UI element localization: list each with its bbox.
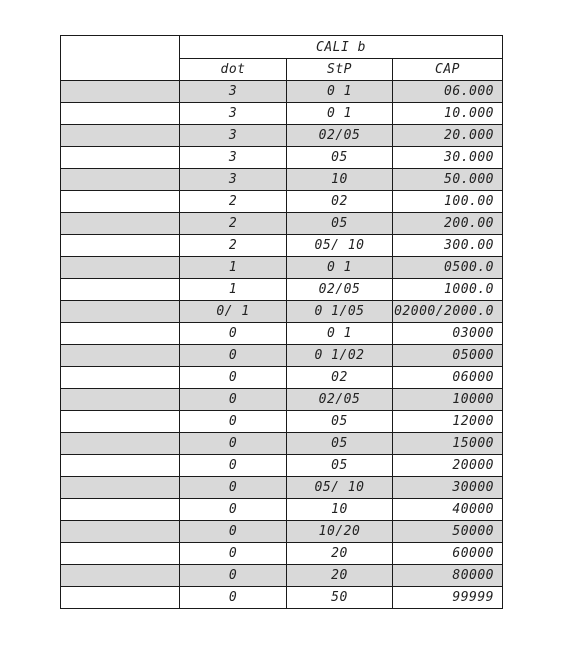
dot-cell: 0 bbox=[180, 389, 287, 411]
table-row bbox=[61, 499, 503, 521]
dot-cell: 0 bbox=[180, 323, 287, 345]
stp-cell: 0 1/02 bbox=[287, 345, 393, 367]
stp-cell: 0 1 bbox=[287, 257, 393, 279]
cap-cell: 02000/2000.0 bbox=[393, 301, 503, 323]
calibration-table bbox=[60, 35, 503, 609]
table-row bbox=[61, 455, 503, 477]
cap-cell: 05000 bbox=[393, 345, 503, 367]
dot-cell: 0 bbox=[180, 477, 287, 499]
dot-cell: 3 bbox=[180, 147, 287, 169]
row-label-cell bbox=[61, 147, 180, 169]
row-label-cell bbox=[61, 411, 180, 433]
stp-cell: 05 bbox=[287, 411, 393, 433]
cap-cell: 20000 bbox=[393, 455, 503, 477]
row-label-cell bbox=[61, 191, 180, 213]
stp-cell: 20 bbox=[287, 565, 393, 587]
row-label-cell bbox=[61, 235, 180, 257]
column-header-dot: dot bbox=[180, 59, 287, 81]
dot-cell: 0 bbox=[180, 543, 287, 565]
stp-cell: 02/05 bbox=[287, 389, 393, 411]
table-row bbox=[61, 103, 503, 125]
cap-cell: 03000 bbox=[393, 323, 503, 345]
header-row-group bbox=[61, 36, 503, 59]
table-row bbox=[61, 367, 503, 389]
cap-cell: 100.00 bbox=[393, 191, 503, 213]
row-label-cell bbox=[61, 565, 180, 587]
dot-cell: 0 bbox=[180, 565, 287, 587]
table-row bbox=[61, 565, 503, 587]
table-row bbox=[61, 477, 503, 499]
column-header-cap: CAP bbox=[393, 59, 503, 81]
stp-cell: 05 bbox=[287, 213, 393, 235]
table-row bbox=[61, 191, 503, 213]
table-row bbox=[61, 345, 503, 367]
dot-cell: 2 bbox=[180, 235, 287, 257]
dot-cell: 3 bbox=[180, 81, 287, 103]
table-row bbox=[61, 543, 503, 565]
row-label-cell bbox=[61, 169, 180, 191]
row-label-cell bbox=[61, 103, 180, 125]
stp-cell: 02 bbox=[287, 367, 393, 389]
dot-cell: 3 bbox=[180, 125, 287, 147]
stp-cell: 20 bbox=[287, 543, 393, 565]
row-label-cell bbox=[61, 477, 180, 499]
stp-cell: 02 bbox=[287, 191, 393, 213]
row-label-cell bbox=[61, 125, 180, 147]
dot-cell: 0 bbox=[180, 521, 287, 543]
stp-cell: 02/05 bbox=[287, 125, 393, 147]
stp-cell: 05 bbox=[287, 147, 393, 169]
table-row bbox=[61, 257, 503, 279]
cap-cell: 30.000 bbox=[393, 147, 503, 169]
table-row bbox=[61, 125, 503, 147]
cap-cell: 40000 bbox=[393, 499, 503, 521]
header-corner-cell bbox=[61, 36, 180, 81]
table-row bbox=[61, 521, 503, 543]
row-label-cell bbox=[61, 587, 180, 609]
row-label-cell bbox=[61, 389, 180, 411]
cap-cell: 30000 bbox=[393, 477, 503, 499]
row-label-cell bbox=[61, 213, 180, 235]
calibration-table-body bbox=[61, 36, 503, 609]
stp-cell: 0 1 bbox=[287, 323, 393, 345]
stp-cell: 05 bbox=[287, 433, 393, 455]
cap-cell: 06000 bbox=[393, 367, 503, 389]
dot-cell: 0 bbox=[180, 433, 287, 455]
table-row bbox=[61, 279, 503, 301]
table-row bbox=[61, 323, 503, 345]
row-label-cell bbox=[61, 323, 180, 345]
stp-cell: 50 bbox=[287, 587, 393, 609]
row-label-cell bbox=[61, 81, 180, 103]
table-row bbox=[61, 587, 503, 609]
table-row bbox=[61, 389, 503, 411]
table-row bbox=[61, 235, 503, 257]
dot-cell: 0 bbox=[180, 499, 287, 521]
cap-cell: 0500.0 bbox=[393, 257, 503, 279]
row-label-cell bbox=[61, 499, 180, 521]
stp-cell: 0 1/05 bbox=[287, 301, 393, 323]
table-row bbox=[61, 147, 503, 169]
row-label-cell bbox=[61, 279, 180, 301]
dot-cell: 0 bbox=[180, 367, 287, 389]
dot-cell: 0 bbox=[180, 411, 287, 433]
dot-cell: 0 bbox=[180, 345, 287, 367]
cap-cell: 50.000 bbox=[393, 169, 503, 191]
stp-cell: 0 1 bbox=[287, 81, 393, 103]
stp-cell: 05/ 10 bbox=[287, 477, 393, 499]
dot-cell: 3 bbox=[180, 103, 287, 125]
stp-cell: 05 bbox=[287, 455, 393, 477]
group-header-cell: CALI b bbox=[180, 36, 503, 59]
row-label-cell bbox=[61, 543, 180, 565]
dot-cell: 0 bbox=[180, 587, 287, 609]
row-label-cell bbox=[61, 433, 180, 455]
cap-cell: 80000 bbox=[393, 565, 503, 587]
cap-cell: 50000 bbox=[393, 521, 503, 543]
dot-cell: 0 bbox=[180, 455, 287, 477]
cap-cell: 10.000 bbox=[393, 103, 503, 125]
table-row bbox=[61, 301, 503, 323]
stp-cell: 10/20 bbox=[287, 521, 393, 543]
cap-cell: 10000 bbox=[393, 389, 503, 411]
dot-cell: 2 bbox=[180, 191, 287, 213]
column-header-stp: StP bbox=[287, 59, 393, 81]
table-row bbox=[61, 213, 503, 235]
row-label-cell bbox=[61, 521, 180, 543]
table-row bbox=[61, 169, 503, 191]
row-label-cell bbox=[61, 301, 180, 323]
stp-cell: 10 bbox=[287, 169, 393, 191]
dot-cell: 0/ 1 bbox=[180, 301, 287, 323]
dot-cell: 1 bbox=[180, 279, 287, 301]
dot-cell: 3 bbox=[180, 169, 287, 191]
cap-cell: 12000 bbox=[393, 411, 503, 433]
row-label-cell bbox=[61, 367, 180, 389]
table-row bbox=[61, 81, 503, 103]
cap-cell: 60000 bbox=[393, 543, 503, 565]
row-label-cell bbox=[61, 257, 180, 279]
stp-cell: 10 bbox=[287, 499, 393, 521]
stp-cell: 02/05 bbox=[287, 279, 393, 301]
stp-cell: 05/ 10 bbox=[287, 235, 393, 257]
cap-cell: 20.000 bbox=[393, 125, 503, 147]
row-label-cell bbox=[61, 345, 180, 367]
table-row bbox=[61, 433, 503, 455]
cap-cell: 99999 bbox=[393, 587, 503, 609]
cap-cell: 06.000 bbox=[393, 81, 503, 103]
row-label-cell bbox=[61, 455, 180, 477]
cap-cell: 200.00 bbox=[393, 213, 503, 235]
cap-cell: 300.00 bbox=[393, 235, 503, 257]
table-row bbox=[61, 411, 503, 433]
stp-cell: 0 1 bbox=[287, 103, 393, 125]
cap-cell: 1000.0 bbox=[393, 279, 503, 301]
dot-cell: 1 bbox=[180, 257, 287, 279]
cap-cell: 15000 bbox=[393, 433, 503, 455]
dot-cell: 2 bbox=[180, 213, 287, 235]
